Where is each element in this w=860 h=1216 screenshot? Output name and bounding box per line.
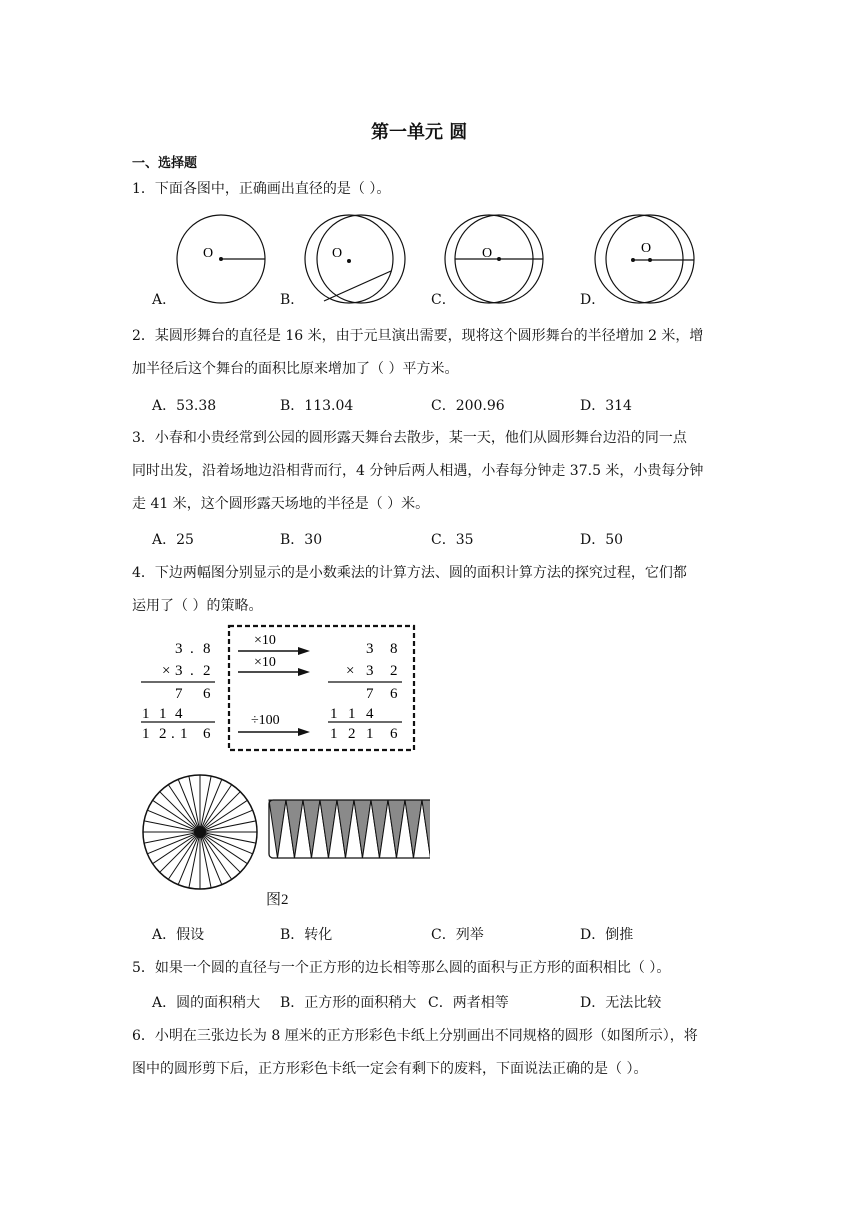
svg-text:×: × — [162, 663, 171, 679]
circle-option-c — [455, 215, 543, 303]
question-3-line-3: 走 41 米，这个圆形露天场地的半径是（ ）米。 — [132, 496, 430, 512]
svg-text:1: 1 — [142, 706, 150, 722]
svg-text:3: 3 — [366, 641, 374, 657]
arrows — [238, 633, 310, 736]
svg-text:×10: ×10 — [254, 655, 276, 670]
q2-option-b[interactable]: B．113.04 — [280, 398, 354, 414]
q4-option-d[interactable]: D．倒推 — [580, 927, 634, 943]
center-label-d: O — [641, 241, 652, 256]
q2-option-a[interactable]: A．53.38 — [152, 398, 217, 414]
svg-text:2: 2 — [203, 663, 211, 679]
svg-text:1: 1 — [142, 726, 150, 742]
svg-text:7: 7 — [366, 686, 374, 702]
circle-area-figure — [140, 772, 430, 892]
svg-text:.: . — [190, 663, 194, 679]
svg-text:2: 2 — [348, 726, 356, 742]
circle-option-b — [305, 215, 393, 303]
svg-text:4: 4 — [175, 706, 183, 722]
svg-text:1: 1 — [180, 726, 188, 742]
q1-option-a[interactable]: A． — [152, 292, 177, 308]
question-1-circles — [0, 212, 860, 307]
svg-text:×10: ×10 — [254, 633, 276, 648]
svg-text:.: . — [190, 641, 194, 657]
q4-option-b[interactable]: B．转化 — [280, 927, 333, 943]
center-label-b: O — [332, 246, 343, 261]
q1-option-c[interactable]: C． — [431, 292, 456, 308]
svg-text:2: 2 — [159, 726, 167, 742]
circle-option-d — [606, 215, 694, 303]
svg-text:7: 7 — [175, 686, 183, 702]
svg-text:1: 1 — [330, 726, 338, 742]
svg-text:.: . — [171, 726, 175, 742]
svg-text:8: 8 — [203, 641, 211, 657]
q3-option-d[interactable]: D．50 — [580, 532, 624, 548]
q4-option-c[interactable]: C．列举 — [431, 927, 484, 943]
multiplication-figure — [0, 620, 860, 760]
svg-text:2: 2 — [390, 663, 398, 679]
calc-left — [141, 641, 215, 742]
svg-text:1: 1 — [330, 706, 338, 722]
center-hub — [194, 826, 206, 838]
circle-option-a — [177, 215, 265, 303]
svg-text:6: 6 — [203, 686, 211, 702]
question-4-line-2: 运用了（ ）的策略。 — [132, 598, 263, 614]
question-6-line-1: 6．小明在三张边长为 8 厘米的正方形彩色卡纸上分别画出不同规格的圆形（如图所示），将 — [132, 1028, 698, 1044]
svg-text:3: 3 — [366, 663, 374, 679]
q3-option-c[interactable]: C．35 — [431, 532, 474, 548]
center-label-c: O — [482, 246, 493, 261]
q5-option-a[interactable]: A．圆的面积稍大 — [152, 995, 261, 1011]
page-title: 第一单元 圆 — [371, 122, 468, 143]
svg-text:1: 1 — [348, 706, 356, 722]
q1-option-d[interactable]: D． — [580, 292, 606, 308]
svg-text:×: × — [346, 663, 355, 679]
svg-text:6: 6 — [390, 686, 398, 702]
figure-2-label: 图2 — [266, 892, 289, 908]
center-label-a: O — [203, 246, 214, 261]
q5-option-b[interactable]: B．正方形的面积稍大 — [280, 995, 417, 1011]
question-2-line-2: 加半径后这个舞台的面积比原来增加了（ ）平方米。 — [132, 361, 459, 377]
svg-text:÷100: ÷100 — [251, 713, 280, 728]
question-3-line-1: 3．小春和小贵经常到公园的圆形露天舞台去散步，某一天，他们从圆形舞台边沿的同一点 — [132, 430, 687, 446]
question-1-text: 1．下面各图中，正确画出直径的是（ ）。 — [132, 181, 391, 197]
svg-text:4: 4 — [366, 706, 374, 722]
q2-option-d[interactable]: D．314 — [580, 398, 632, 414]
q2-option-c[interactable]: C．200.96 — [431, 398, 505, 414]
svg-text:6: 6 — [390, 726, 398, 742]
svg-text:1: 1 — [366, 726, 374, 742]
q4-option-a[interactable]: A．假设 — [152, 927, 205, 943]
question-3-line-2: 同时出发，沿着场地边沿相背而行，4 分钟后两人相遇，小春每分钟走 37.5 米，小贵每分钟 — [132, 463, 704, 479]
svg-text:1: 1 — [159, 706, 167, 722]
sector-circle — [143, 775, 257, 889]
svg-text:8: 8 — [390, 641, 398, 657]
question-6-line-2: 图中的圆形剪下后，正方形彩色卡纸一定会有剩下的废料，下面说法正确的是（ ）。 — [132, 1061, 648, 1077]
question-2-line-1: 2．某圆形舞台的直径是 16 米，由于元旦演出需要，现将这个圆形舞台的半径增加 2 米，增 — [132, 328, 704, 344]
q5-option-d[interactable]: D．无法比较 — [580, 995, 662, 1011]
q5-option-c[interactable]: C．两者相等 — [428, 995, 509, 1011]
rearranged-strip — [269, 800, 430, 858]
calc-right — [328, 641, 402, 742]
section-heading: 一、选择题 — [132, 156, 198, 171]
question-4-line-1: 4．下边两幅图分别显示的是小数乘法的计算方法、圆的面积计算方法的探究过程，它们都 — [132, 565, 687, 581]
svg-text:3: 3 — [175, 663, 183, 679]
q3-option-a[interactable]: A．25 — [152, 532, 194, 548]
q3-option-b[interactable]: B．30 — [280, 532, 323, 548]
question-5-text: 5．如果一个圆的直径与一个正方形的边长相等那么圆的面积与正方形的面积相比（ ）。 — [132, 960, 671, 976]
q1-option-b[interactable]: B． — [280, 292, 305, 308]
svg-text:6: 6 — [203, 726, 211, 742]
svg-text:3: 3 — [175, 641, 183, 657]
